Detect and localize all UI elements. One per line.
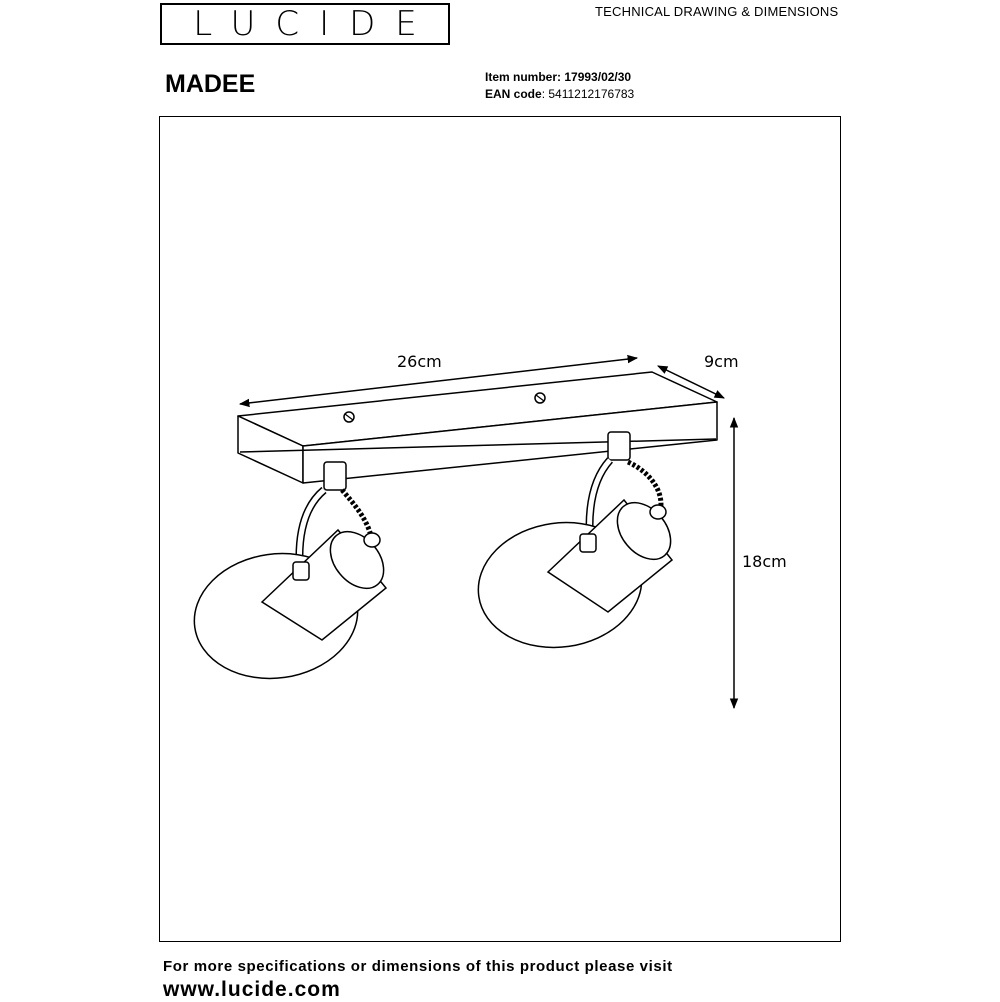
screw-icon: [344, 412, 354, 422]
ean-label: EAN code: [485, 87, 542, 101]
spotlight-left: [186, 462, 394, 689]
item-number-row: Item number: 17993/02/30: [485, 70, 632, 84]
dimension-length-label: 26cm: [397, 352, 442, 371]
item-number-label: Item number: [485, 70, 558, 84]
footer-url-link[interactable]: www.lucide.com: [163, 978, 341, 1001]
item-number-value: 17993/02/30: [564, 70, 632, 84]
product-name: MADEE: [165, 70, 256, 98]
ean-row: EAN code: 5411212176783: [485, 87, 635, 101]
dimension-depth-label: 9cm: [704, 352, 739, 371]
base-plate: [238, 372, 717, 483]
ean-value: 5411212176783: [548, 87, 635, 101]
logo-text: LUCIDE: [193, 4, 437, 44]
spotlight-right: [470, 432, 681, 658]
footer-text: For more specifications or dimensions of this product please visit: [163, 958, 673, 975]
screw-icon: [535, 393, 545, 403]
document-type: TECHNICAL DRAWING & DIMENSIONS: [595, 4, 839, 19]
dimension-height-label: 18cm: [742, 552, 787, 571]
